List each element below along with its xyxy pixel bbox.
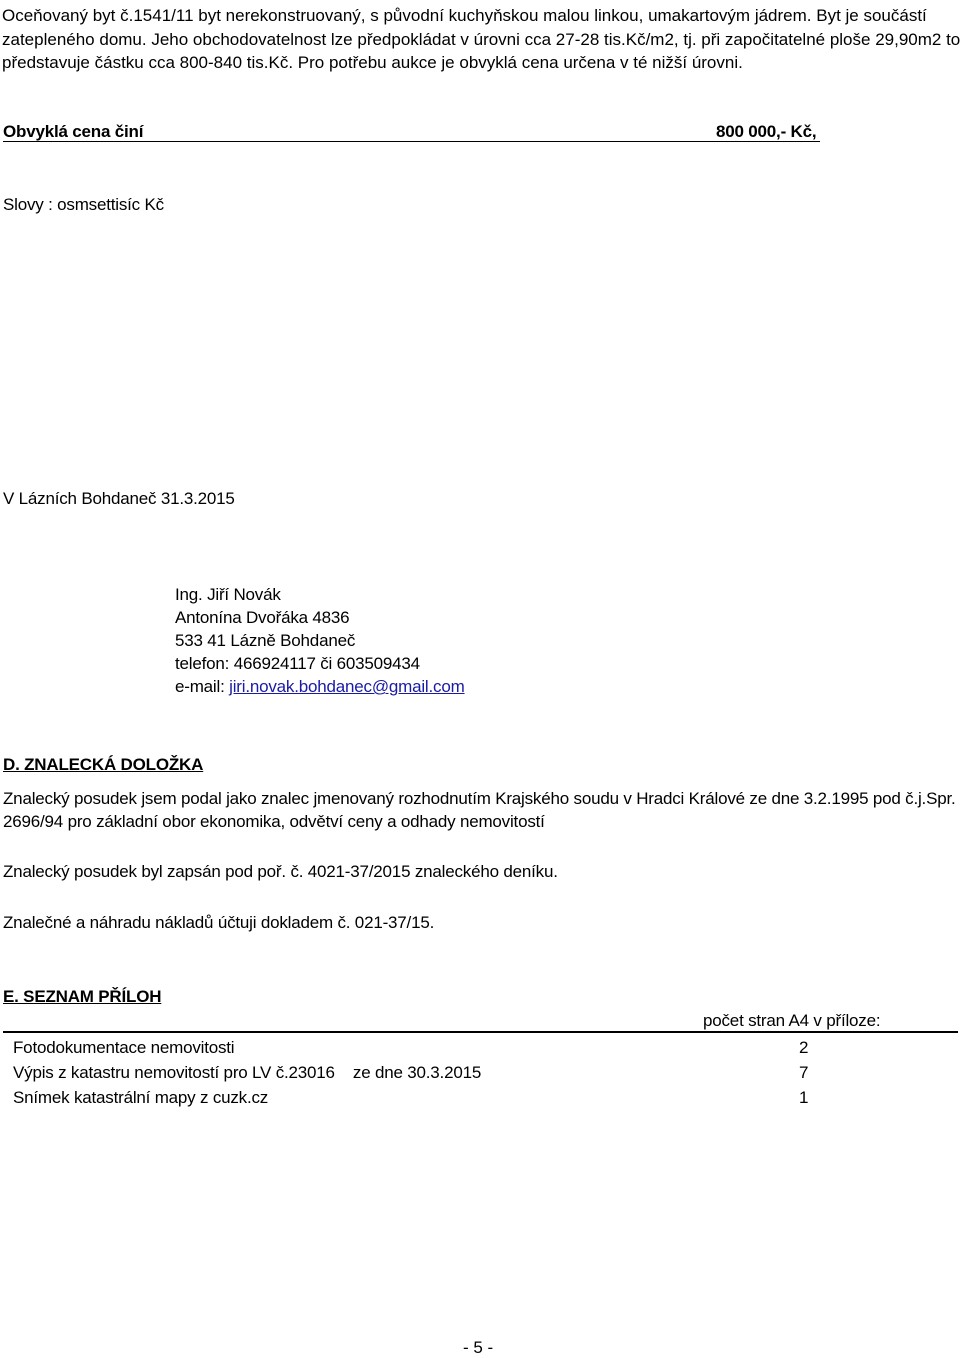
signature-phone: telefon: 466924117 či 603509434 (175, 654, 420, 673)
attachment-pages: 1 (799, 1088, 809, 1107)
attachment-name: Výpis z katastru nemovitostí pro LV č.23016 ze dne 30.3.2015 (13, 1063, 482, 1082)
section-e-heading: E. SEZNAM PŘÍLOH (3, 987, 162, 1006)
price-in-words: Slovy : osmsettisíc Kč (3, 195, 164, 214)
section-d-para1-line1: Znalecký posudek jsem podal jako znalec jmenovaný rozhodnutím Krajského soudu v Hradci Králové ze dne 3.2.1995 pod č.j.Spr. (3, 789, 956, 808)
section-d-heading: D. ZNALECKÁ DOLOŽKA (3, 755, 204, 774)
signature-city: 533 41 Lázně Bohdaneč (175, 631, 356, 650)
attachment-pages: 2 (799, 1038, 809, 1057)
signature-name: Ing. Jiří Novák (175, 585, 281, 604)
attachments-rule (3, 1031, 958, 1033)
section-d-para1-line2: 2696/94 pro základní obor ekonomika, odvětví ceny a odhady nemovitostí (3, 812, 545, 831)
section-d-para2: Znalecký posudek byl zapsán pod poř. č. 4021-37/2015 znaleckého deníku. (3, 862, 558, 881)
intro-line-1: Oceňovaný byt č.1541/11 byt nerekonstruovaný, s původní kuchyňskou malou linkou, umakartovým jádrem. Byt je součástí (2, 6, 927, 25)
signature-street: Antonína Dvořáka 4836 (175, 608, 350, 627)
intro-line-2: zatepleného domu. Jeho obchodovatelnost lze předpokládat v úrovni cca 27-28 tis.Kč/m2, tj. při započitatelné ploše 29,90m2 to (2, 30, 960, 49)
price-underline (3, 141, 820, 142)
email-label: e-mail: (175, 677, 230, 696)
section-d-para3: Znalečné a náhradu nákladů účtuji dokladem č. 021-37/15. (3, 913, 435, 932)
place-date: V Lázních Bohdaneč 31.3.2015 (3, 489, 235, 508)
price-value: 800 000,- Kč, (716, 122, 817, 141)
attachment-name: Snímek katastrální mapy z cuzk.cz (13, 1088, 269, 1107)
attachment-name: Fotodokumentace nemovitosti (13, 1038, 235, 1057)
price-label: Obvyklá cena činí (3, 122, 144, 141)
email-link[interactable]: jiri.novak.bohdanec@gmail.com (229, 677, 465, 696)
intro-line-3: představuje částku cca 800-840 tis.Kč. Pro potřebu aukce je obvyklá cena určena v té nižší úrovni. (2, 53, 743, 72)
attachment-pages: 7 (799, 1063, 809, 1082)
page-number: - 5 - (463, 1338, 494, 1357)
signature-email-row (175, 677, 465, 697)
pages-header: počet stran A4 v příloze: (703, 1011, 881, 1030)
